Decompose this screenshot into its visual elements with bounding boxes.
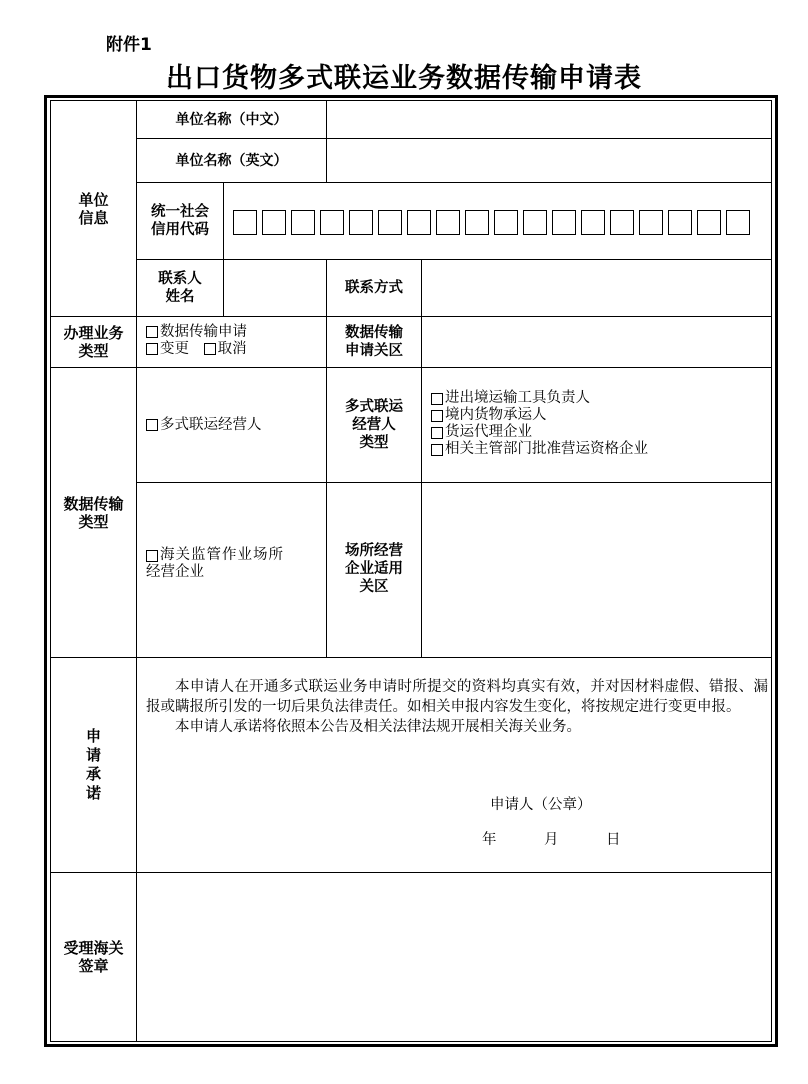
checkbox-icon[interactable] (431, 410, 443, 422)
option-approved-enterprise[interactable]: 相关主管部门批准营运资格企业 (431, 441, 648, 458)
credit-code-box[interactable] (668, 210, 692, 235)
application-port-field[interactable] (422, 317, 771, 367)
data-type-label: 数据传输 类型 (63, 494, 124, 531)
credit-code-box[interactable] (523, 210, 547, 235)
option-change[interactable]: 变更 (146, 341, 189, 358)
credit-code-box[interactable] (726, 210, 750, 235)
credit-code-box[interactable] (465, 210, 489, 235)
credit-code-box[interactable] (552, 210, 576, 235)
credit-code-box[interactable] (320, 210, 344, 235)
signature-date: 年 月 日 (482, 832, 621, 848)
credit-code-box[interactable] (407, 210, 431, 235)
option-site-operator[interactable]: 海关监管作业场所 经营企业 (146, 547, 284, 580)
unit-name-en-label: 单位名称（英文） (175, 152, 288, 169)
checkbox-icon[interactable] (146, 343, 158, 355)
credit-code-box[interactable] (291, 210, 315, 235)
credit-code-boxes[interactable] (233, 210, 750, 235)
site-port-field[interactable] (422, 483, 771, 657)
credit-code-label: 统一社会 信用代码 (151, 204, 209, 238)
pledge-text: 本申请人在开通多式联运业务申请时所提交的资料均真实有效，并对因材料虚假、错报、漏报或瞒报所引发的一切后果负法律责任。如相关申报内容发生变化，将按规定进行变更申报。 本申请人承诺将依照本公告及相关法律法规开展相关海关业务。 (146, 679, 768, 735)
option-multimodal-operator[interactable]: 多式联运经营人 (146, 368, 326, 482)
option-freight-forwarder[interactable]: 货运代理企业 (431, 424, 532, 441)
credit-code-box[interactable] (349, 210, 373, 235)
contact-name-field[interactable] (224, 260, 326, 316)
contact-method-label: 联系方式 (345, 280, 403, 296)
site-port-label: 场所经营 企业适用 关区 (345, 543, 403, 595)
option-transport-vehicle[interactable]: 进出境运输工具负责人 (431, 390, 590, 407)
application-port-label: 数据传输 申请关区 (345, 325, 403, 359)
checkbox-icon[interactable] (146, 419, 158, 431)
credit-code-box[interactable] (233, 210, 257, 235)
unit-info-label: 单位 信息 (78, 190, 109, 227)
applicant-seal-label: 申请人（公章） (490, 797, 592, 813)
checkbox-icon[interactable] (431, 444, 443, 456)
credit-code-box[interactable] (639, 210, 663, 235)
credit-code-box[interactable] (697, 210, 721, 235)
checkbox-icon[interactable] (146, 550, 158, 562)
credit-code-box[interactable] (436, 210, 460, 235)
business-type-options (146, 317, 326, 367)
credit-code-box[interactable] (581, 210, 605, 235)
customs-seal-label: 受理海关 签章 (63, 939, 124, 975)
option-data-transmission[interactable]: 数据传输申请 (146, 324, 247, 341)
contact-method-field[interactable] (422, 260, 771, 316)
credit-code-box[interactable] (610, 210, 634, 235)
business-type-label: 办理业务 类型 (63, 324, 124, 360)
attachment-label: 附件1 (106, 35, 152, 55)
unit-name-cn-label: 单位名称（中文） (175, 111, 288, 128)
unit-name-en-field[interactable] (327, 139, 771, 182)
credit-code-box[interactable] (262, 210, 286, 235)
pledge-label: 申 请 承 诺 (85, 727, 101, 802)
contact-name-label: 联系人 姓名 (158, 271, 202, 305)
checkbox-icon[interactable] (431, 427, 443, 439)
credit-code-box[interactable] (378, 210, 402, 235)
operator-type-label: 多式联运 经营人 类型 (345, 399, 403, 451)
customs-seal-field[interactable] (137, 873, 771, 1041)
checkbox-icon[interactable] (146, 326, 158, 338)
option-cancel[interactable]: 取消 (204, 341, 247, 358)
form-title: 出口货物多式联运业务数据传输申请表 (166, 63, 642, 94)
checkbox-icon[interactable] (431, 393, 443, 405)
checkbox-icon[interactable] (204, 343, 216, 355)
credit-code-box[interactable] (494, 210, 518, 235)
unit-name-cn-field[interactable] (327, 101, 771, 138)
operator-type-options (431, 368, 771, 482)
option-domestic-carrier[interactable]: 境内货物承运人 (431, 407, 547, 424)
